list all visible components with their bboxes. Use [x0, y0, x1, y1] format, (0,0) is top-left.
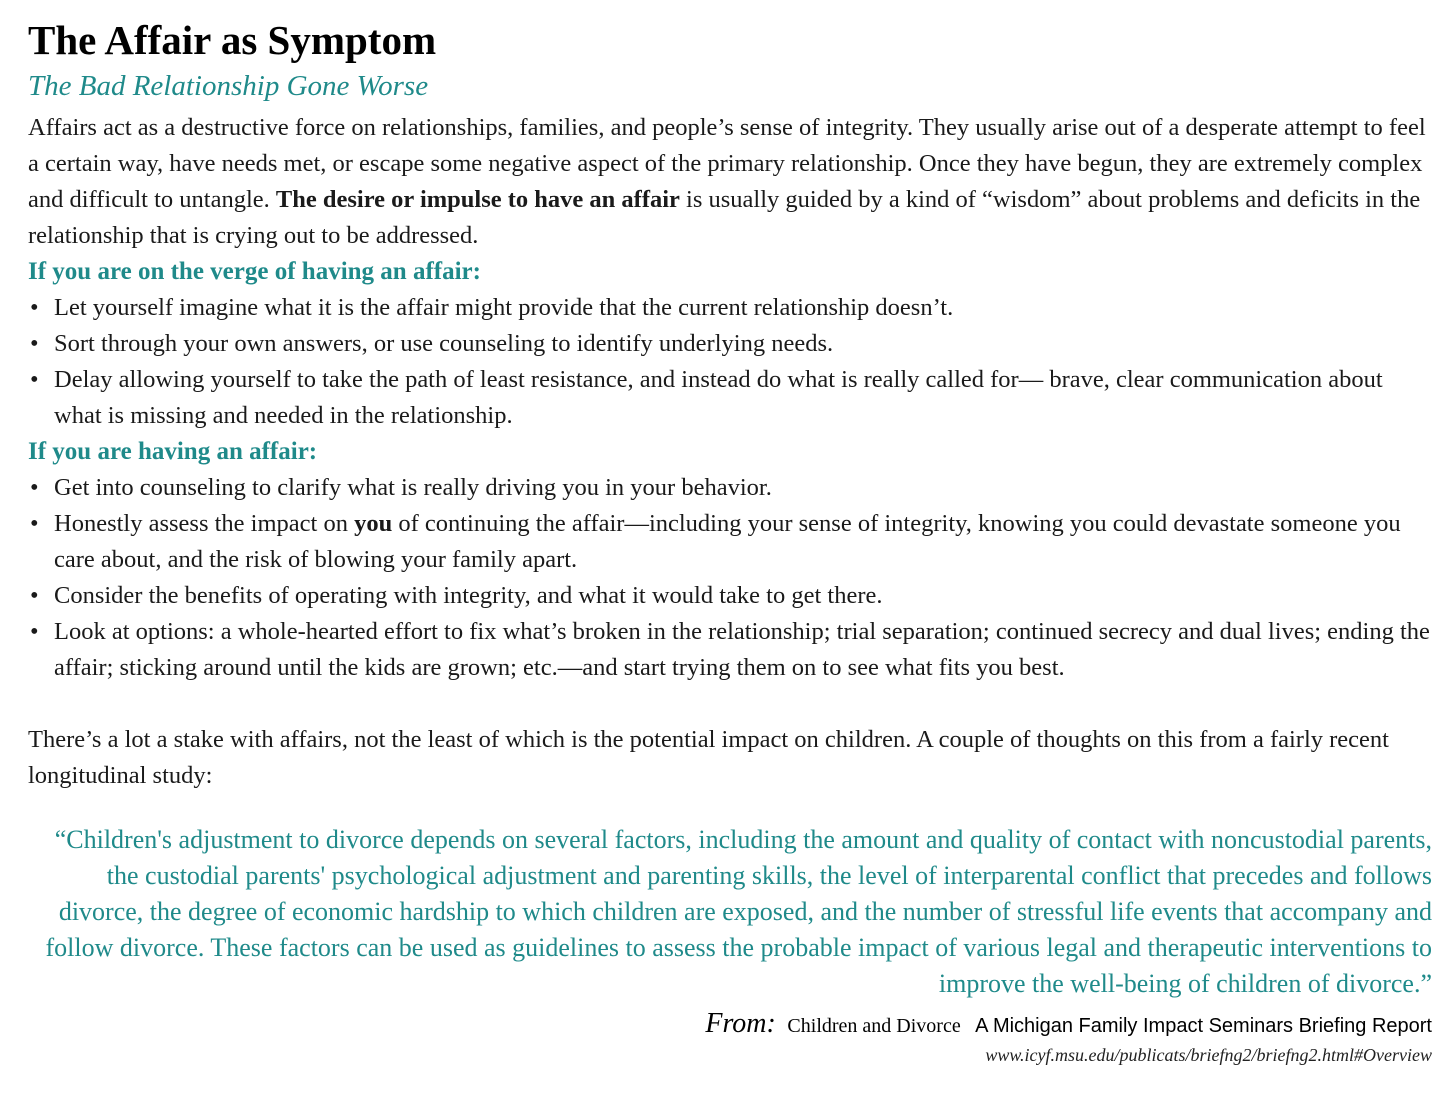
bullet-icon: •	[30, 618, 39, 645]
source-from-label: From:	[705, 1008, 776, 1039]
bullet-icon: •	[30, 582, 39, 609]
bullet-icon: •	[30, 474, 39, 501]
source-url: www.icyf.msu.edu/publicats/briefng2/briefng2.html#Overview	[985, 1045, 1432, 1065]
list-item	[28, 326, 1432, 362]
bullet-text: Sort through your own answers, or use counseling to identify underlying needs.	[54, 330, 834, 357]
source-title: Children and Divorce	[787, 1015, 961, 1037]
having-bullet-list	[28, 470, 1432, 686]
document-page	[28, 14, 1432, 1068]
list-item	[28, 506, 1432, 578]
source-citation	[28, 1010, 1432, 1040]
verge-bullet-list	[28, 290, 1432, 434]
stake-paragraph: There’s a lot a stake with affairs, not the least of which is the potential impact on children. A couple of thoughts on this from a fairly recent longitudinal study:	[28, 726, 1389, 789]
bullet-bold-you: you	[354, 510, 393, 537]
list-item	[28, 470, 1432, 506]
section-heading-having: If you are having an affair:	[28, 438, 318, 465]
intro-text-1: Affairs act as a destructive force on relationships, families, and people’s sense of integrity. They usually arise out of a desperate attempt to feel a certain way, have needs met, or escape some negative aspect of the primary relationship. Once they have begun, they are extremely complex and difficult to untangle.	[28, 114, 1426, 213]
bullet-text-post: of continuing the affair—including your sense of integrity, knowing you could devastate someone you care about, and the risk of blowing your family apart.	[54, 510, 1401, 573]
page-subtitle: The Bad Relationship Gone Worse	[28, 70, 429, 102]
bullet-icon: •	[30, 294, 39, 321]
list-item	[28, 362, 1432, 434]
bullet-icon: •	[30, 330, 39, 357]
bullet-text: Let yourself imagine what it is the affair might provide that the current relationship doesn’t.	[54, 294, 954, 321]
bullet-text: Delay allowing yourself to take the path of least resistance, and instead do what is really called for— brave, clear communication about what is missing and needed in the relationship.	[54, 366, 1383, 429]
section-heading-verge: If you are on the verge of having an affair:	[28, 258, 481, 285]
intro-paragraph	[28, 110, 1432, 254]
bullet-icon: •	[30, 510, 39, 537]
source-publisher: A Michigan Family Impact Seminars Briefing Report	[975, 1015, 1432, 1037]
bullet-text: Get into counseling to clarify what is really driving you in your behavior.	[54, 474, 772, 501]
list-item	[28, 290, 1432, 326]
bullet-icon: •	[30, 366, 39, 393]
list-item	[28, 614, 1432, 686]
bullet-text: Look at options: a whole-hearted effort to fix what’s broken in the relationship; trial separation; continued secrecy and dual lives; ending the affair; sticking around until the kids are grown; etc.—and start trying them on to see what fits you best.	[54, 618, 1430, 681]
study-quote: “Children's adjustment to divorce depends on several factors, including the amount and quality of contact with noncustodial parents, the custodial parents' psychological adjustment and parenting skills, the level of interparental conflict that precedes and follows divorce, the degree of economic hardship to which children are exposed, and the number of stressful life events that accompany and follow divorce. These factors can be used as guidelines to assess the probable impact of various legal and therapeutic interventions to improve the well-being of children of divorce.”	[45, 825, 1432, 998]
page-title: The Affair as Symptom	[28, 17, 437, 63]
list-item	[28, 578, 1432, 614]
spacer	[28, 686, 1432, 722]
intro-bold-text: The desire or impulse to have an affair	[275, 186, 680, 213]
bullet-text: Consider the benefits of operating with integrity, and what it would take to get there.	[54, 582, 883, 609]
intro-text-2: is usually guided by a kind of “wisdom” about problems and deficits in the relationship that is crying out to be addressed.	[28, 186, 1421, 249]
bullet-text-pre: Honestly assess the impact on	[54, 510, 355, 537]
